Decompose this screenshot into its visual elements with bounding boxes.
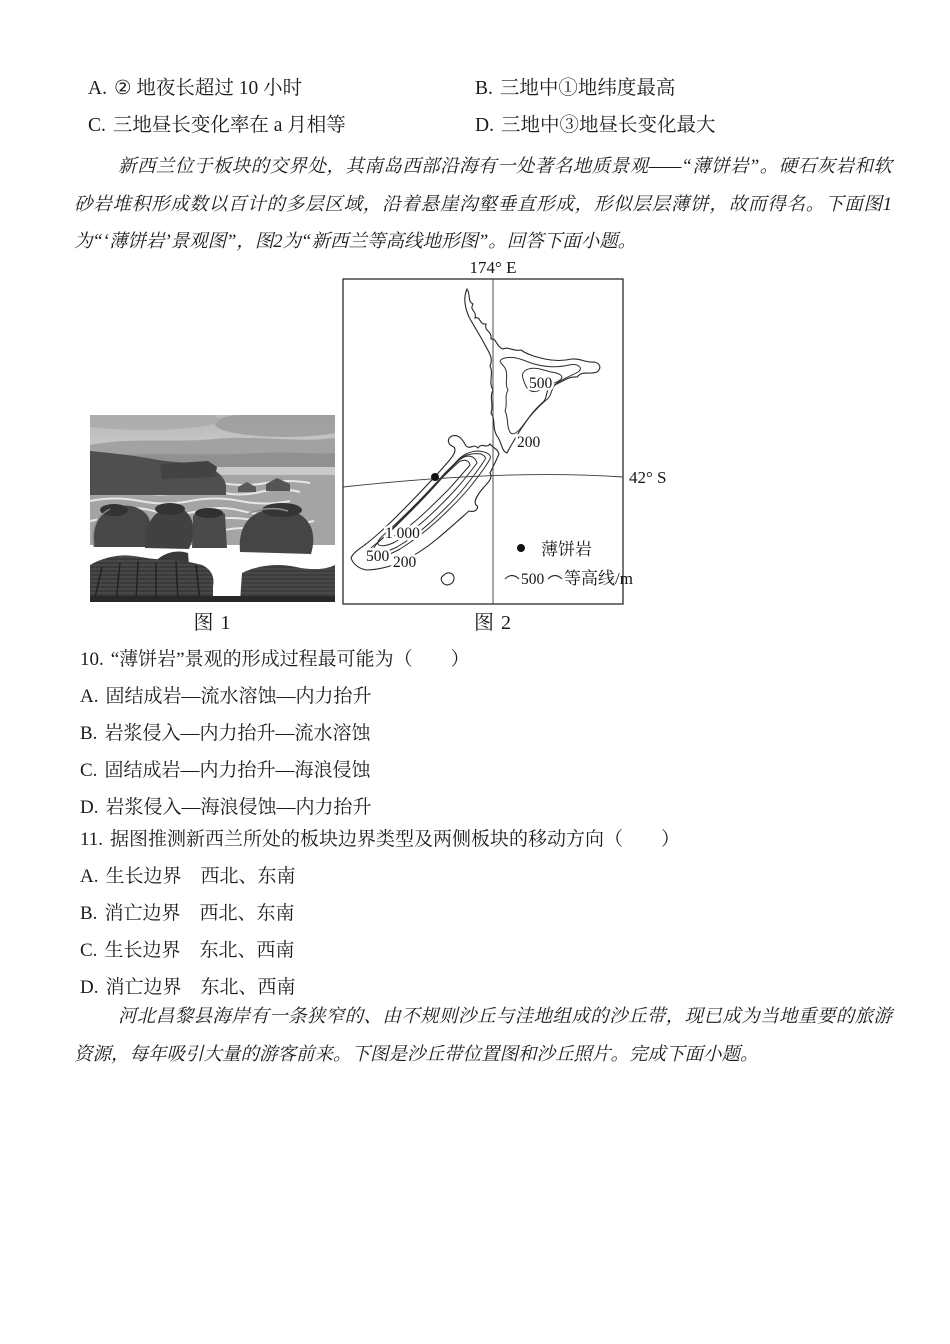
question-10-stem-text: “薄饼岩”景观的形成过程最可能为（ ） — [110, 649, 470, 670]
parallel-label: 42° S — [629, 468, 667, 487]
question-10-stem — [80, 648, 470, 671]
legend-contour-value: 500 — [521, 571, 545, 588]
contour-label-south-1000: 1 000 — [385, 525, 420, 542]
option-text: 固结成岩—内力抬升—海浪侵蚀 — [104, 760, 371, 781]
question-11-option-a — [80, 865, 680, 888]
option-key: D. — [80, 977, 99, 998]
legend-dot-icon — [517, 544, 525, 552]
option-text: 生长边界 西北、东南 — [105, 866, 296, 887]
question-11-stem — [80, 828, 680, 851]
option-key: A. — [80, 686, 99, 707]
option-b-text: 三地中①地纬度最高 — [499, 78, 676, 99]
option-text: 岩浆侵入—海浪侵蚀—内力抬升 — [105, 797, 372, 818]
photo-cliff-top — [160, 461, 217, 479]
option-c-key: C. — [88, 115, 106, 136]
nz-topographic-map — [330, 258, 680, 633]
question-10 — [80, 648, 470, 833]
meridian-label: 174° E — [469, 258, 517, 277]
question-11-stem-text: 据图推测新西兰所处的板块边界类型及两侧板块的移动方向（ ） — [110, 829, 681, 850]
option-b-key: B. — [475, 78, 493, 99]
question-11-option-c — [80, 939, 680, 962]
option-d-text: 三地中③地昼长变化最大 — [500, 115, 716, 136]
option-c — [88, 114, 475, 137]
question-10-option-d — [80, 796, 470, 819]
option-a — [88, 77, 475, 100]
contour-symbol-icon — [505, 576, 519, 580]
question-10-option-b — [80, 722, 470, 745]
option-key: C. — [80, 940, 98, 961]
option-key: B. — [80, 723, 98, 744]
option-text: 生长边界 东北、西南 — [104, 940, 295, 961]
passage-pancake-rocks: 新西兰位于板块的交界处，其南岛西部沿海有一处著名地质景观——“薄饼岩”。硬石灰岩和软砂岩堆积形成数以百计的多层区域，沿着悬崖沟壑垂直形成，形似层层薄饼，故而得名。下面图1为“‘薄饼岩’景观图”，图2为“新西兰等高线地形图”。回答下面小题。 — [74, 157, 892, 252]
question-11 — [80, 828, 680, 1013]
contour-symbol-icon — [548, 576, 562, 580]
option-key: B. — [80, 903, 98, 924]
figure1-caption: 图 1 — [193, 612, 232, 634]
passage-changli-dunes: 河北昌黎县海岸有一条狭窄的、由不规则沙丘与洼地组成的沙丘带，现已成为当地重要的旅游资源，每年吸引大量的游客前来。下图是沙丘带位置图和沙丘照片。完成下面小题。 — [74, 1007, 892, 1065]
option-a-key: A. — [88, 78, 107, 99]
question-10-option-c — [80, 759, 470, 782]
option-a-text: ② 地夜长超过 10 小时 — [113, 78, 303, 99]
question-10-number: 10. — [80, 649, 104, 670]
option-d-key: D. — [475, 115, 494, 136]
stewart-island — [441, 573, 454, 585]
question-10-option-a — [80, 685, 470, 708]
legend-point-label: 薄饼岩 — [541, 540, 592, 559]
question-11-number: 11. — [80, 829, 104, 850]
option-text: 消亡边界 西北、东南 — [104, 903, 295, 924]
legend-contour-label: 等高线/m — [564, 569, 633, 588]
option-key: C. — [80, 760, 98, 781]
option-b — [475, 77, 888, 100]
option-d — [475, 114, 888, 137]
question-11-option-b — [80, 902, 680, 925]
contour-label-north-200: 200 — [517, 434, 541, 451]
contour-label-north-500: 500 — [529, 375, 553, 392]
option-key: D. — [80, 797, 99, 818]
option-text: 固结成岩—流水溶蚀—内力抬升 — [105, 686, 372, 707]
photo-rock-stacks — [93, 503, 313, 554]
option-text: 消亡边界 东北、西南 — [105, 977, 296, 998]
contour-label-south-500: 500 — [366, 548, 390, 565]
previous-question-options — [88, 77, 888, 137]
map-legend — [505, 540, 633, 588]
contour-label-south-200: 200 — [393, 554, 417, 571]
option-c-text: 三地昼长变化率在 a 月相等 — [112, 115, 346, 136]
figure2-caption: 图 2 — [474, 612, 512, 634]
photo-pancake-slabs — [90, 551, 335, 602]
question-11-option-d — [80, 976, 680, 999]
option-key: A. — [80, 866, 99, 887]
pancake-rocks-photo — [90, 415, 335, 602]
pancake-rocks-dot — [431, 473, 439, 481]
option-text: 岩浆侵入—内力抬升—流水溶蚀 — [104, 723, 371, 744]
